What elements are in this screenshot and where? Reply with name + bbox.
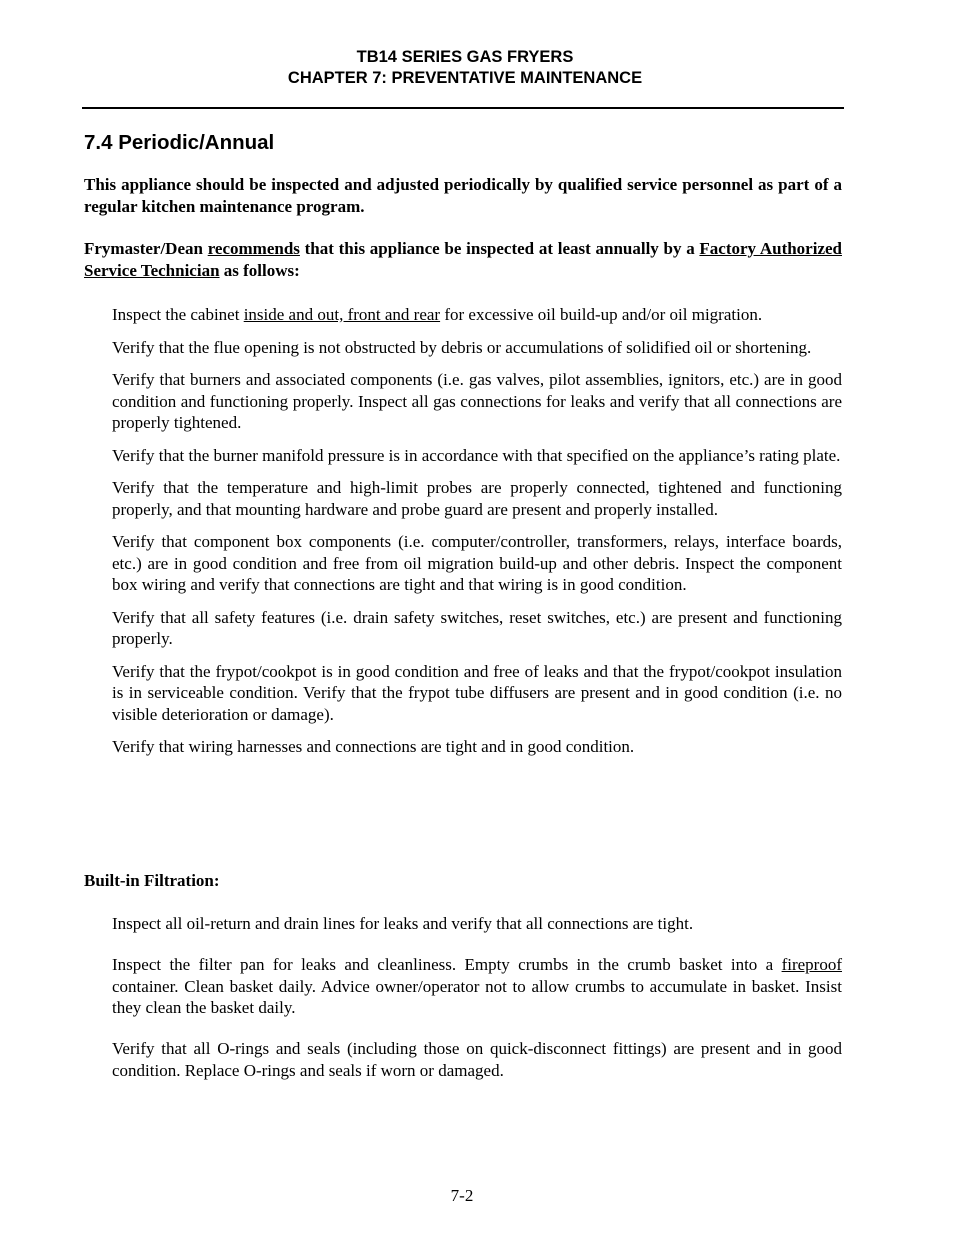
underlined-text: inside and out, front and rear <box>243 305 441 324</box>
inspection-item: Verify that the frypot/cookpot is in good condition and free of leaks and that the frypot/cookpot insulation is in serviceable condition. Verify that the frypot tube diffusers are present and in good condition (i.e. no visible deterioration or damage). <box>112 661 842 724</box>
item-text: for excessive oil build-up and/or oil migration. <box>440 305 763 324</box>
filtration-list <box>112 913 842 1101</box>
header-divider <box>82 107 844 109</box>
recommends-emphasis: recommends <box>207 239 300 258</box>
item-text: Inspect the cabinet <box>112 305 244 324</box>
recommendation-text: as follows: <box>219 260 300 280</box>
page-header <box>0 47 930 89</box>
underlined-text: fireproof <box>781 955 842 974</box>
inspection-list <box>112 304 842 769</box>
inspection-item <box>112 304 842 326</box>
filtration-item: Inspect all oil-return and drain lines for leaks and verify that all connections are tight. <box>112 914 694 933</box>
inspection-item: Verify that wiring harnesses and connections are tight and in good condition. <box>112 737 635 756</box>
recommendation-paragraph <box>84 238 842 281</box>
recommendation-text: Frymaster/Dean <box>84 239 208 258</box>
recommendation-text: that this appliance be inspected at least annually by a <box>299 239 700 258</box>
technician-emphasis: Factory Authorized Service Technician <box>84 239 842 280</box>
filtration-item: Verify that all O-rings and seals (including those on quick-disconnect fittings) are present and in good condition. Replace O-rings and seals if worn or damaged. <box>112 1039 842 1080</box>
filtration-item <box>112 954 842 1019</box>
section-title: 7.4 Periodic/Annual <box>84 131 275 154</box>
page-number: 7-2 <box>450 1186 474 1205</box>
item-text: Inspect the filter pan for leaks and cleanliness. Empty crumbs in the crumb basket into a <box>112 955 782 974</box>
inspection-item: Verify that burners and associated components (i.e. gas valves, pilot assemblies, ignitors, etc.) are in good condition and functioning properly. Inspect all gas connections for leaks and verify that all connections are properly tightened. <box>112 370 842 432</box>
inspection-item: Verify that all safety features (i.e. drain safety switches, reset switches, etc.) are present and functioning properly. <box>112 607 842 648</box>
header-chapter: CHAPTER 7: PREVENTATIVE MAINTENANCE <box>287 69 643 87</box>
inspection-item: Verify that the temperature and high-limit probes are properly connected, tightened and functioning properly, and that mounting hardware and probe guard are present and properly installed. <box>112 478 842 519</box>
intro-paragraph: This appliance should be inspected and adjusted periodically by qualified service personnel as part of a regular kitchen maintenance program. <box>84 175 842 216</box>
filtration-heading: Built-in Filtration: <box>84 871 220 890</box>
header-title: TB14 SERIES GAS FRYERS <box>356 48 574 66</box>
inspection-item: Verify that the burner manifold pressure is in accordance with that specified on the appliance’s rating plate. <box>112 445 841 465</box>
inspection-item: Verify that the flue opening is not obstructed by debris or accumulations of solidified oil or shortening. <box>112 337 812 357</box>
item-text: container. Clean basket daily. Advice owner/operator not to allow crumbs to accumulate in basket. Insist they clean the basket daily. <box>112 976 842 1017</box>
inspection-item: Verify that component box components (i.e. computer/controller, transformers, relays, interface boards, etc.) are in good condition and free from oil migration build-up and other debris. Inspect the component box wiring and verify that connections are tight and that wiring is in good condition. <box>112 532 842 594</box>
